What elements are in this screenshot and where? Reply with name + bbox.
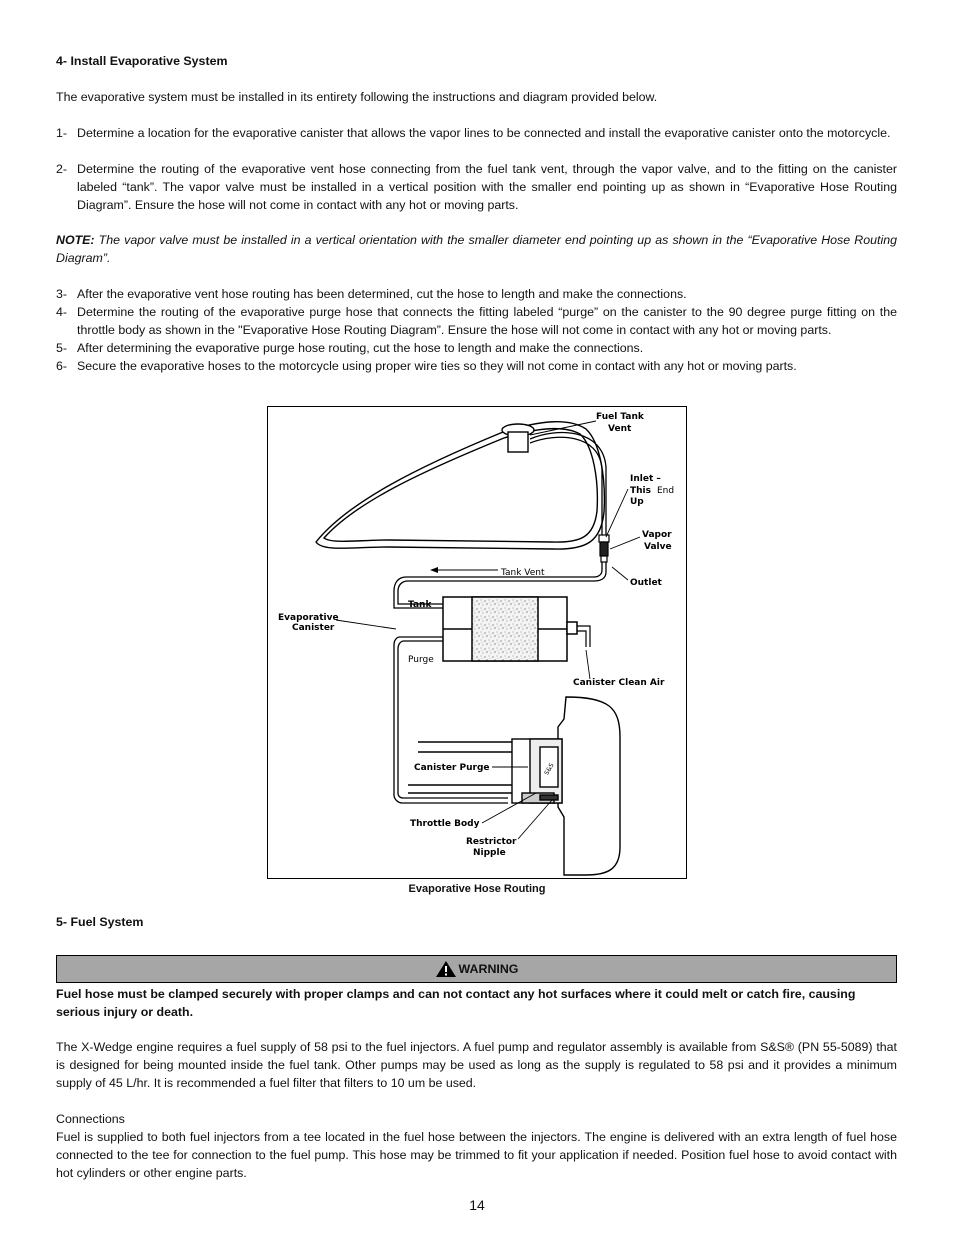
fuel-tank-vent-cap	[502, 424, 534, 452]
list-item-number: 3-	[56, 287, 68, 301]
label-canister-purge: Canister Purge	[414, 763, 490, 773]
label-throttle-body: Throttle Body	[410, 819, 480, 829]
section-5-heading: 5- Fuel System	[56, 915, 144, 929]
page-number: 14	[469, 1197, 485, 1213]
warning-banner	[56, 955, 897, 983]
label-vent: Vent	[608, 424, 632, 434]
label-restrictor: Restrictor	[466, 837, 517, 847]
list-item	[56, 357, 897, 375]
label-inlet: Inlet –	[630, 474, 661, 484]
figure-caption: Evaporative Hose Routing	[408, 883, 546, 895]
section-4-heading: 4- Install Evaporative System	[56, 54, 228, 68]
list-item-number: 5-	[56, 341, 68, 355]
label-end: End	[657, 486, 675, 496]
list-item-number: 4-	[56, 305, 68, 319]
vent-hose	[530, 432, 606, 535]
label-this: This	[630, 486, 651, 496]
evaporative-canister	[443, 597, 590, 661]
list-item	[56, 124, 897, 142]
list-item	[56, 160, 897, 214]
fuel-system-paragraph: The X-Wedge engine requires a fuel supply of 58 psi to the fuel injectors. A fuel pump and regulator assembly is available from S&S® (PN 55-5089) that is designed for being mounted inside the fuel tank. Other pumps may be used as long as the supply is regulated to 58 psi and it provides a minimum supply of 45 L/hr. It is recommended a fuel filter that filters to 10 um be used.	[56, 1040, 897, 1090]
label-outlet: Outlet	[630, 578, 662, 588]
evaporative-hose-routing-diagram	[267, 406, 687, 879]
note	[56, 231, 897, 267]
section-4-intro: The evaporative system must be installed in its entirety following the instructions and diagram provided below.	[56, 90, 658, 104]
vapor-valve	[599, 535, 609, 562]
connections-paragraph: Fuel is supplied to both fuel injectors from a tee located in the fuel hose between the injectors. The engine is delivered with an extra length of fuel hose connected to the tee for connection to the fuel pump. This hose may be trimmed to fit your application if needed. Position fuel hose to avoid contact with hot cylinders or other engine parts.	[56, 1130, 897, 1180]
list-item-number: 6-	[56, 359, 68, 373]
list-item	[56, 303, 897, 339]
svg-text:S&S: S&S	[543, 762, 556, 777]
list-item-text: After the evaporative vent hose routing has been determined, cut the hose to length and make the connections.	[77, 287, 687, 301]
diagram-drawing	[268, 407, 685, 877]
list-item-text: After determining the evaporative purge hose routing, cut the hose to length and make the connections.	[77, 341, 644, 355]
list-item-text: Determine a location for the evaporative canister that allows the vapor lines to be connected and install the evaporative canister onto the motorcycle.	[77, 126, 891, 140]
list-item	[56, 285, 897, 303]
label-purge: Purge	[408, 655, 434, 665]
label-tank-vent: Tank Vent	[501, 568, 545, 578]
warning-label: WARNING	[458, 962, 519, 976]
label-nipple: Nipple	[473, 848, 506, 858]
list-item-text: Determine the routing of the evaporative purge hose that connects the fitting labeled “purge” on the canister to the 90 degree purge fitting on the throttle body as shown in the "Evaporative Hose Routing Diagram”. Ensure the hose will not come in contact with any hot or moving parts.	[77, 305, 897, 337]
warning-triangle-icon	[435, 960, 457, 978]
throttle-body	[408, 697, 620, 875]
list-item-number: 2-	[56, 162, 68, 176]
note-text: The vapor valve must be installed in a vertical orientation with the smaller diameter end pointing up as shown in the “Evaporative Hose Routing Diagram”.	[56, 233, 897, 265]
label-evaporative: Evaporative	[278, 613, 339, 623]
list-item-text: Secure the evaporative hoses to the motorcycle using proper wire ties so they will not come in contact with any hot or moving parts.	[77, 359, 797, 373]
list-item-number: 1-	[56, 126, 68, 140]
label-canister: Canister	[292, 623, 335, 633]
fuel-tank	[316, 422, 604, 549]
note-label: NOTE:	[56, 233, 95, 247]
connections-heading: Connections	[56, 1112, 125, 1126]
list-item-text: Determine the routing of the evaporative vent hose connecting from the fuel tank vent, through the vapor valve, and to the fitting on the canister labeled “tank”. The vapor valve must be installed in a vertical position with the smaller end pointing up as shown in “Evaporative Hose Routing Diagram”. Ensure the hose will not come in contact with any hot or moving parts.	[77, 162, 897, 212]
label-valve: Valve	[644, 542, 672, 552]
warning-text: Fuel hose must be clamped securely with proper clamps and can not contact any hot surfaces where it could melt or catch fire, causing serious injury or death.	[56, 987, 856, 1019]
list-item	[56, 339, 897, 357]
label-canister-clean-air: Canister Clean Air	[573, 678, 665, 688]
label-up: Up	[630, 497, 644, 507]
label-vapor: Vapor	[642, 530, 672, 540]
label-tank: Tank	[408, 600, 432, 610]
label-fuel-tank: Fuel Tank	[596, 412, 644, 422]
